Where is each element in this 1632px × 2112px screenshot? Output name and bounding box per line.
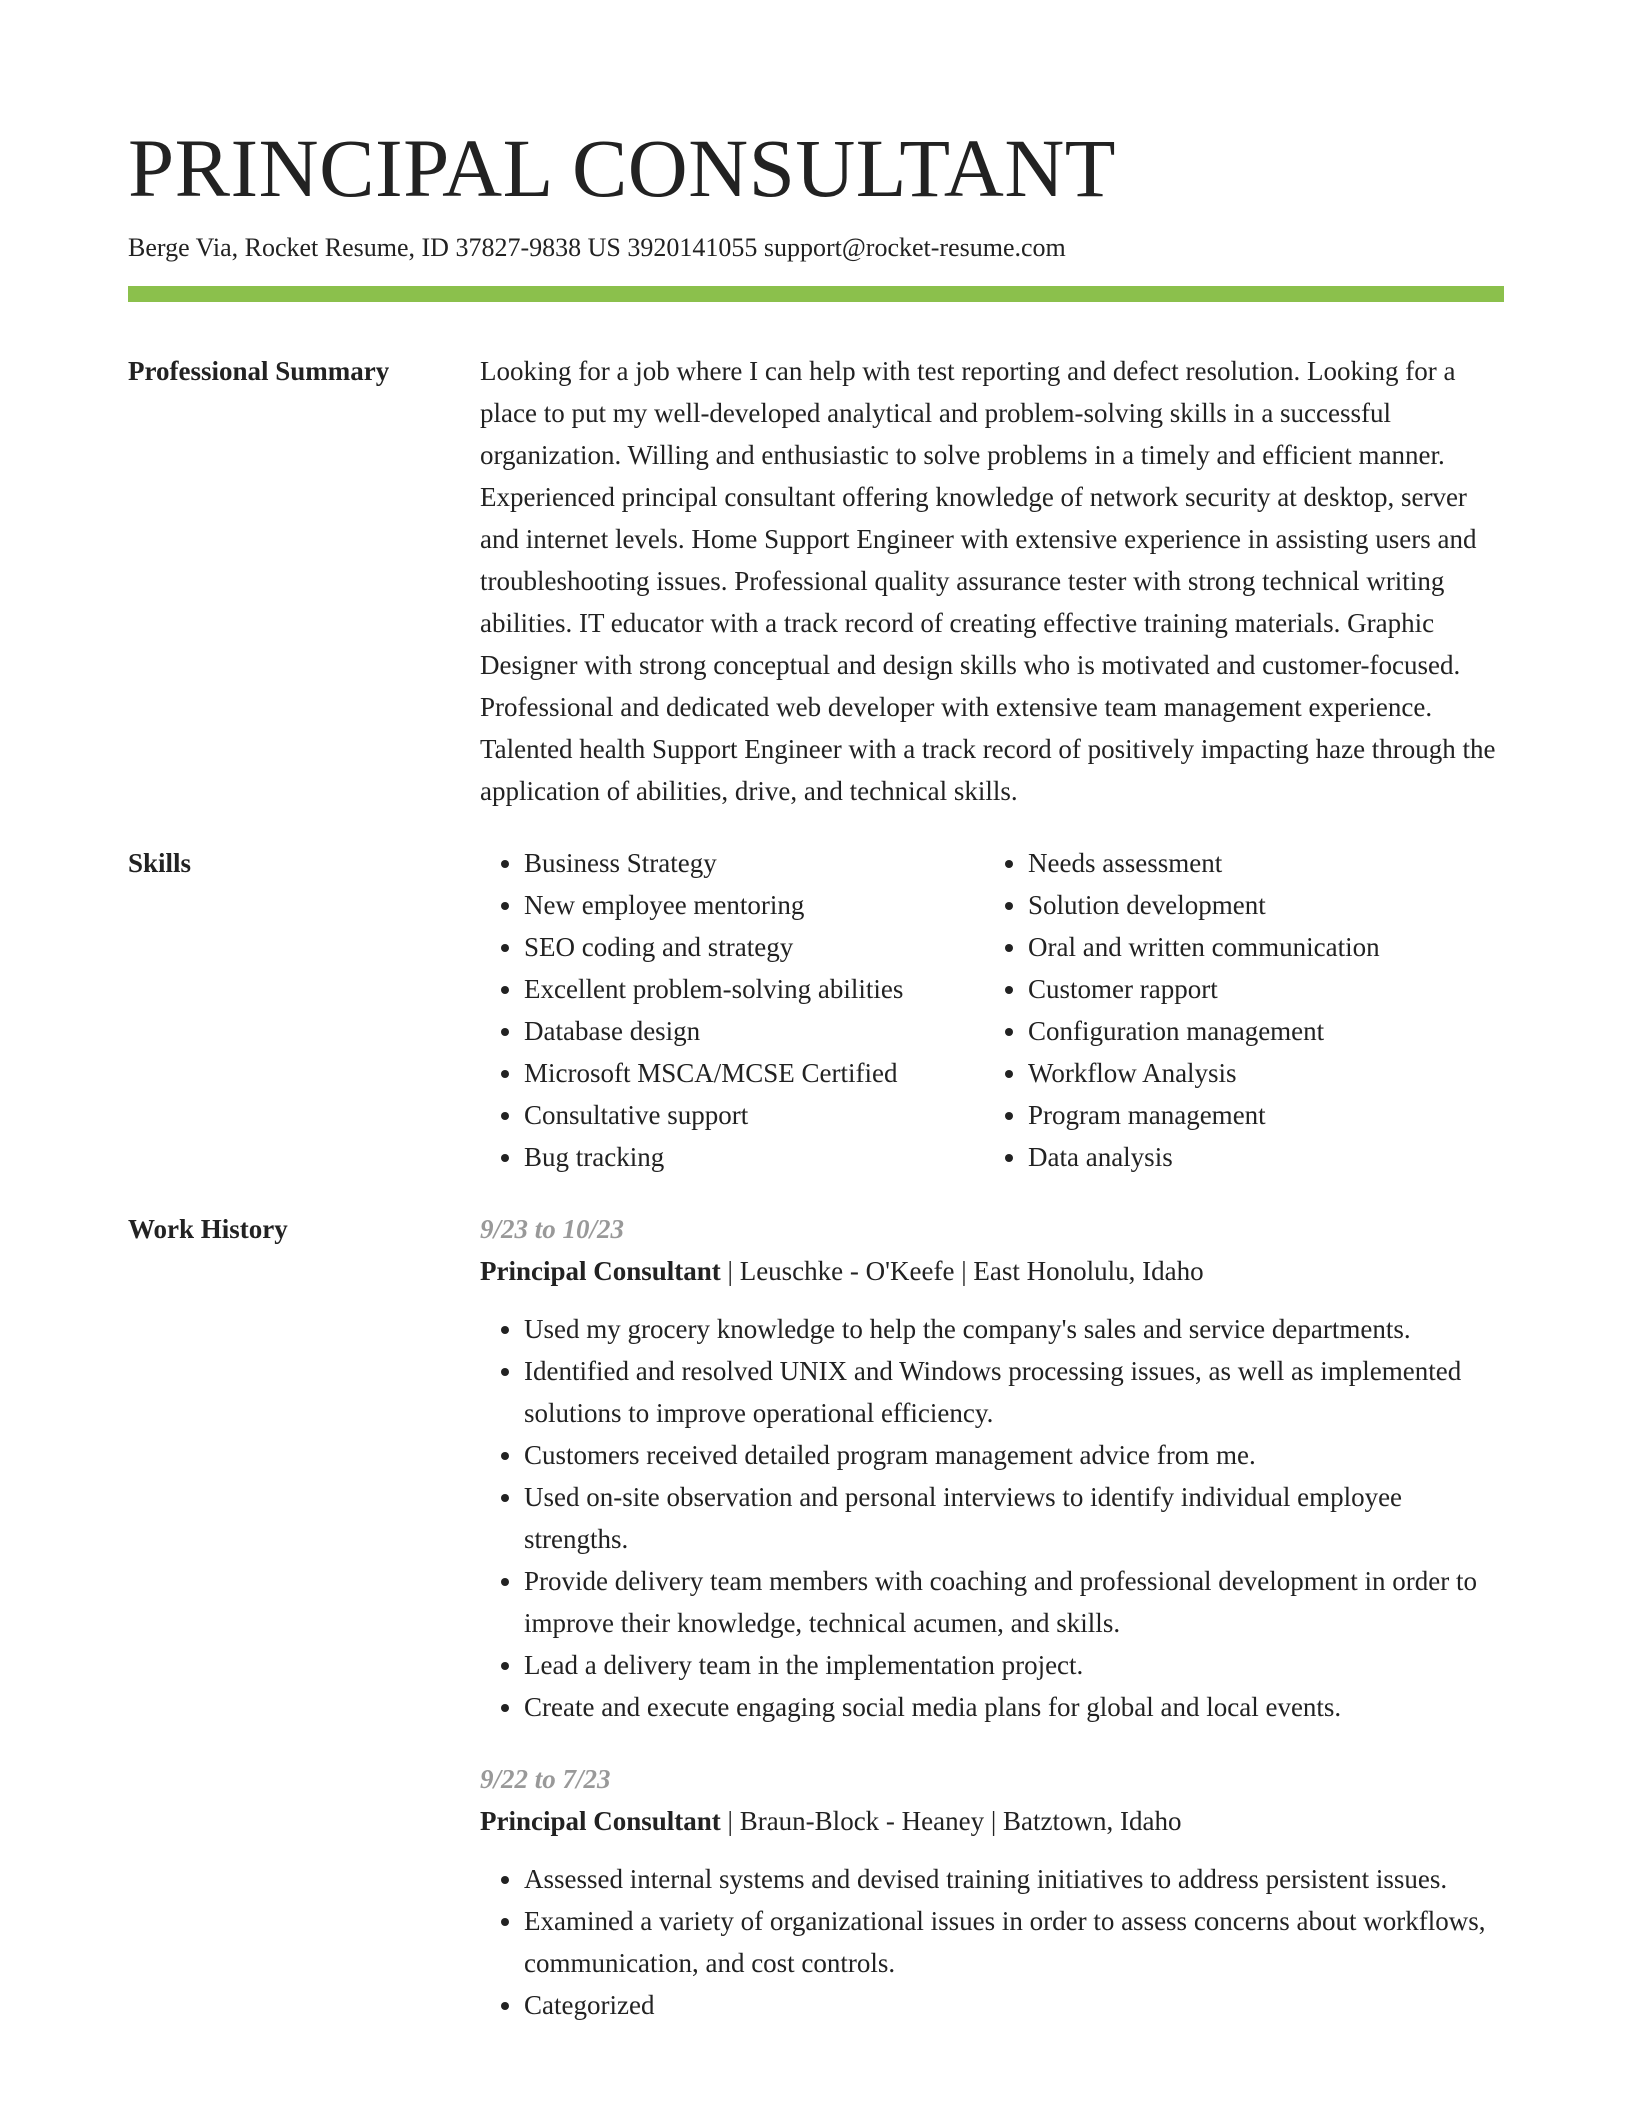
- job-dates: 9/23 to 10/23: [480, 1214, 625, 1244]
- job-bullets: [480, 1858, 1504, 2026]
- job-dates: 9/22 to 7/23: [480, 1764, 611, 1794]
- section-heading-summary: Professional Summary: [128, 356, 390, 386]
- job-bullet: • Used my grocery knowledge to help the company's sales and service departments.: [524, 1308, 1504, 1350]
- job-bullets: [480, 1308, 1504, 1728]
- job-bullet: • Lead a delivery team in the implementation project.: [524, 1644, 1504, 1686]
- job-company-location: | Leuschke - O'Keefe | East Honolulu, Idaho: [720, 1256, 1204, 1286]
- resume-title: PRINCIPAL CONSULTANT: [128, 122, 1117, 214]
- job-entry: [480, 1758, 1504, 2026]
- skill-item: • Needs assessment: [1028, 842, 1504, 884]
- skill-item: • Configuration management: [1028, 1010, 1504, 1052]
- job-bullet: • Used on-site observation and personal interviews to identify individual employee strengths.: [524, 1476, 1504, 1560]
- job-bullet: • Categorized: [524, 1984, 1504, 2026]
- accent-divider: [128, 286, 1504, 302]
- skill-item: • Workflow Analysis: [1028, 1052, 1504, 1094]
- skill-item: • Consultative support: [524, 1094, 984, 1136]
- skill-item: • Data analysis: [1028, 1136, 1504, 1178]
- skill-item: • SEO coding and strategy: [524, 926, 984, 968]
- skill-item: • Program management: [1028, 1094, 1504, 1136]
- job-title: Principal Consultant: [480, 1256, 721, 1286]
- skill-item: • Database design: [524, 1010, 984, 1052]
- skill-item: • Business Strategy: [524, 842, 984, 884]
- job-company-location: | Braun-Block - Heaney | Batztown, Idaho: [720, 1806, 1182, 1836]
- job-entry: [480, 1208, 1504, 1728]
- job-title-line: [480, 1800, 1504, 1842]
- skill-item: • Oral and written communication: [1028, 926, 1504, 968]
- job-bullet: • Create and execute engaging social media plans for global and local events.: [524, 1686, 1504, 1728]
- skill-item: • New employee mentoring: [524, 884, 984, 926]
- job-bullet: • Identified and resolved UNIX and Windows processing issues, as well as implemented solutions to improve operational efficiency.: [524, 1350, 1504, 1434]
- job-bullet: • Examined a variety of organizational issues in order to assess concerns about workflows, communication, and cost controls.: [524, 1900, 1504, 1984]
- skills-section: [128, 842, 1504, 1178]
- contact-line: Berge Via, Rocket Resume, ID 37827-9838 US 3920141055 support@rocket-resume.com: [128, 233, 1066, 262]
- job-bullet: • Provide delivery team members with coaching and professional development in order to improve their knowledge, technical acumen, and skills.: [524, 1560, 1504, 1644]
- job-bullet: • Assessed internal systems and devised training initiatives to address persistent issues.: [524, 1858, 1504, 1900]
- skills-list-right: [984, 842, 1504, 1178]
- skill-item: • Solution development: [1028, 884, 1504, 926]
- job-title: Principal Consultant: [480, 1806, 721, 1836]
- professional-summary-section: [128, 350, 1504, 812]
- skill-item: • Excellent problem-solving abilities: [524, 968, 984, 1010]
- skill-item: • Customer rapport: [1028, 968, 1504, 1010]
- job-title-line: [480, 1250, 1504, 1292]
- skill-item: • Bug tracking: [524, 1136, 984, 1178]
- skill-item: • Microsoft MSCA/MCSE Certified: [524, 1052, 984, 1094]
- skills-list-left: [480, 842, 984, 1178]
- work-history-section: [128, 1208, 1504, 2026]
- section-heading-skills: Skills: [128, 848, 192, 878]
- section-heading-work: Work History: [128, 1214, 288, 1244]
- job-bullet: • Customers received detailed program management advice from me.: [524, 1434, 1504, 1476]
- summary-text: Looking for a job where I can help with test reporting and defect resolution. Looking for a place to put my well-developed analytical and problem-solving skills in a successful organization. Willing and enthusiastic to solve problems in a timely and efficient manner. Experienced principal consultant offering knowledge of network security at desktop, server and internet levels. Home Support Engineer with extensive experience in assisting users and troubleshooting issues. Professional quality assurance tester with strong technical writing abilities. IT educator with a track record of creating effective training materials. Graphic Designer with strong conceptual and design skills who is motivated and customer-focused. Professional and dedicated web developer with extensive team management experience. Talented health Support Engineer with a track record of positively impacting haze through the application of abilities, drive, and technical skills.: [480, 356, 1496, 806]
